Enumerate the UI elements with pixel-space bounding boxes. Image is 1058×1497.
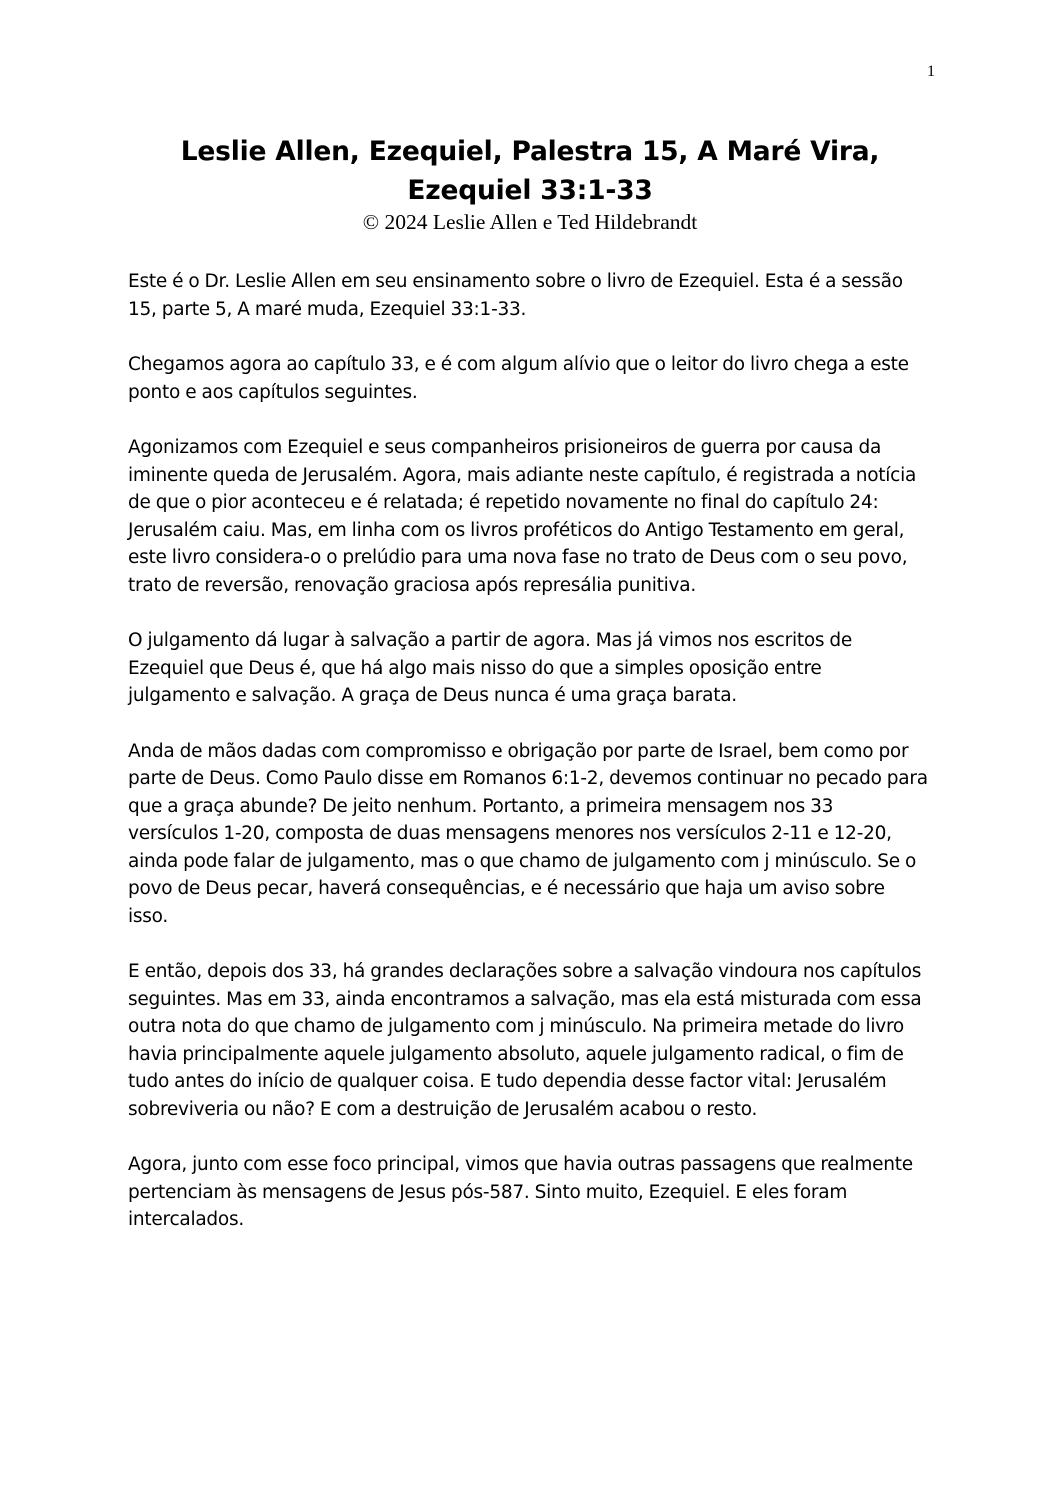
paragraph: Agonizamos com Ezequiel e seus companheiros prisioneiros de guerra por causa da iminente queda de Jerusalém. Agora, mais adiante neste capítulo, é registrada a notícia de que o pior aconteceu e é relatada; é repetido novamente no final do capítulo 24: Jerusalém caiu. Mas, em linha com os livros proféticos do Antigo Testamento em geral, este livro considera-o o prelúdio para uma nova fase no trato de Deus com o seu povo, trato de reversão, renovação graciosa após represália punitiva.	[128, 437, 917, 596]
paragraph: Este é o Dr. Leslie Allen em seu ensinamento sobre o livro de Ezequiel. Esta é a sessão 15, parte 5, A maré muda, Ezequiel 33:1-33.	[128, 271, 903, 320]
paragraph: Chegamos agora ao capítulo 33, e é com algum alívio que o leitor do livro chega a este ponto e aos capítulos seguintes.	[128, 354, 909, 403]
page-number: 1	[927, 63, 935, 80]
page-title	[128, 132, 932, 210]
paragraph: O julgamento dá lugar à salvação a partir de agora. Mas já vimos nos escritos de Ezequiel que Deus é, que há algo mais nisso do que a simples oposição entre julgamento e salvação. A graça de Deus nunca é uma graça barata.	[128, 630, 853, 706]
copyright-notice: © 2024 Leslie Allen e Ted Hildebrandt	[362, 210, 698, 234]
paragraph: E então, depois dos 33, há grandes declarações sobre a salvação vindoura nos capítulos seguintes. Mas em 33, ainda encontramos a salvação, mas ela está misturada com essa outra nota do que chamo de julgamento com j minúsculo. Na primeira metade do livro havia principalmente aquele julgamento absoluto, aquele julgamento radical, o fim de tudo antes do início de qualquer coisa. E tudo dependia desse factor vital: Jerusalém sobreviveria ou não? E com a destruição de Jerusalém acabou o resto.	[128, 961, 922, 1120]
paragraph: Anda de mãos dadas com compromisso e obrigação por parte de Israel, bem como por parte de Deus. Como Paulo disse em Romanos 6:1-2, devemos continuar no pecado para que a graça abunde? De jeito nenhum. Portanto, a primeira mensagem nos 33 versículos 1-20, composta de duas mensagens menores nos versículos 2-11 e 12-20, ainda pode falar de julgamento, mas o que chamo de julgamento com j minúsculo. Se o povo de Deus pecar, haverá consequências, e é necessário que haja um aviso sobre isso.	[128, 740, 928, 927]
paragraph: Agora, junto com esse foco principal, vimos que havia outras passagens que realmente pertenciam às mensagens de Jesus pós-587. Sinto muito, Ezequiel. E eles foram intercalados.	[128, 1154, 913, 1230]
title-block	[128, 132, 932, 234]
title-line-2: Ezequiel 33:1-33	[407, 175, 653, 206]
document-body	[128, 268, 928, 1262]
title-line-1: Leslie Allen, Ezequiel, Palestra 15, A Maré Vira,	[180, 136, 880, 167]
